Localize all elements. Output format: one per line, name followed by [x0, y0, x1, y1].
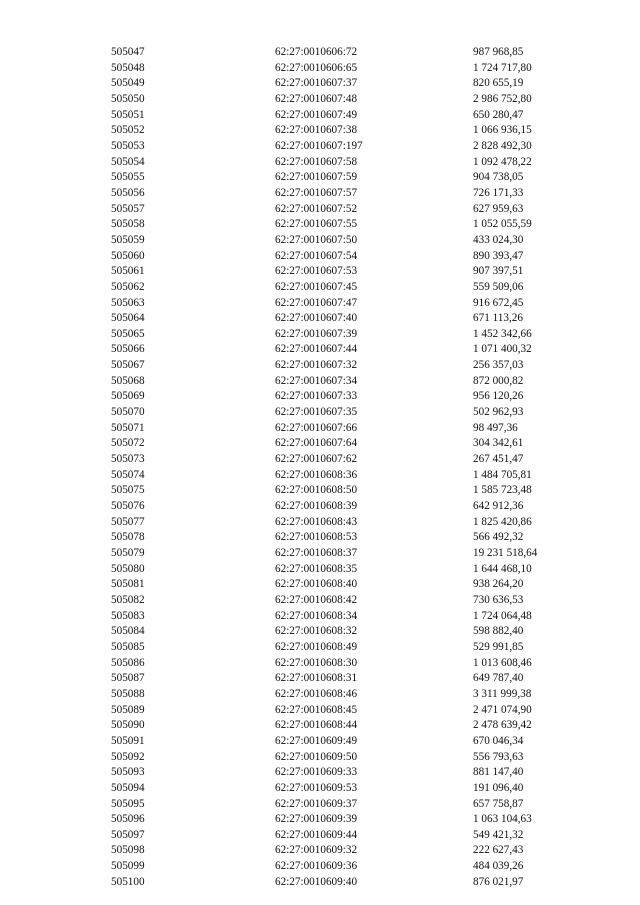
table-row: [111, 577, 571, 593]
table-row: [111, 342, 571, 358]
table-row: [111, 249, 571, 265]
cadastral-value: 3 311 999,38: [473, 687, 532, 700]
cadastral-number: 62:27:0010608:31: [275, 672, 358, 685]
cadastral-value: 881 147,40: [473, 766, 524, 779]
cadastral-number: 62:27:0010607:40: [275, 312, 358, 325]
row-number: 505056: [111, 186, 145, 199]
cadastral-value: 1 052 055,59: [473, 218, 532, 231]
table-row: [111, 327, 571, 343]
cadastral-value: 191 096,40: [473, 781, 524, 794]
cadastral-value: 559 509,06: [473, 280, 524, 293]
cadastral-number: 62:27:0010609:50: [275, 750, 358, 763]
table-row: [111, 624, 571, 640]
cadastral-value: 1 092 478,22: [473, 155, 532, 168]
row-number: 505063: [111, 296, 145, 309]
table-row: [111, 609, 571, 625]
table-row: [111, 687, 571, 703]
row-number: 505053: [111, 139, 145, 152]
cadastral-number: 62:27:0010609:36: [275, 860, 358, 873]
cadastral-value: 657 758,87: [473, 797, 524, 810]
cadastral-value: 1 724 064,48: [473, 609, 532, 622]
row-number: 505069: [111, 390, 145, 403]
cadastral-number: 62:27:0010608:32: [275, 625, 358, 638]
table-row: [111, 311, 571, 327]
table-row: [111, 483, 571, 499]
table-row: [111, 170, 571, 186]
row-number: 505075: [111, 484, 145, 497]
cadastral-number: 62:27:0010607:57: [275, 186, 358, 199]
table-row: [111, 812, 571, 828]
cadastral-value: 222 627,43: [473, 844, 524, 857]
cadastral-number: 62:27:0010608:37: [275, 547, 358, 559]
cadastral-value: 566 492,32: [473, 531, 524, 544]
row-number: 505060: [111, 249, 145, 262]
cadastral-number: 62:27:0010607:33: [275, 390, 358, 403]
cadastral-number: 62:27:0010609:39: [275, 813, 358, 826]
cadastral-value: 549 421,32: [473, 828, 524, 841]
table-row: [111, 61, 571, 77]
table-row: [111, 123, 571, 139]
table-row: [111, 797, 571, 813]
row-number: 505083: [111, 609, 145, 622]
row-number: 505081: [111, 578, 145, 591]
cadastral-number: 62:27:0010607:64: [275, 437, 358, 450]
cadastral-value: 1 013 608,46: [473, 656, 532, 669]
row-number: 505076: [111, 500, 145, 513]
row-number: 505091: [111, 734, 145, 747]
cadastral-number: 62:27:0010607:38: [275, 124, 358, 137]
table-row: [111, 264, 571, 280]
row-number: 505064: [111, 312, 145, 325]
table-row: [111, 186, 571, 202]
row-number: 505068: [111, 374, 145, 387]
cadastral-number: 62:27:0010608:44: [275, 719, 358, 732]
table-row: [111, 718, 571, 734]
table-row: [111, 233, 571, 249]
row-number: 505066: [111, 343, 145, 356]
cadastral-number: 62:27:0010608:43: [275, 515, 358, 528]
table-row: [111, 389, 571, 405]
cadastral-number: 62:27:0010607:53: [275, 265, 358, 278]
cadastral-value: 904 738,05: [473, 171, 524, 184]
cadastral-number: 62:27:0010607:32: [275, 359, 358, 372]
table-row: [111, 155, 571, 171]
cadastral-number: 62:27:0010607:59: [275, 171, 358, 184]
table-row: [111, 859, 571, 875]
table-row: [111, 671, 571, 687]
cadastral-value: 267 451,47: [473, 453, 524, 466]
table-row: [111, 436, 571, 452]
cadastral-value: 1 825 420,86: [473, 515, 532, 528]
cadastral-value: 820 655,19: [473, 77, 524, 90]
cadastral-number: 62:27:0010608:50: [275, 484, 358, 497]
table-row: [111, 734, 571, 750]
table-row: [111, 452, 571, 468]
cadastral-number: 62:27:0010609:44: [275, 828, 358, 841]
cadastral-number: 62:27:0010606:72: [275, 46, 358, 58]
cadastral-value: 938 264,20: [473, 578, 524, 591]
row-number: 505100: [111, 875, 145, 888]
row-number: 505085: [111, 640, 145, 653]
table-row: [111, 374, 571, 390]
cadastral-value: 1 452 342,66: [473, 327, 532, 340]
table-row: [111, 640, 571, 656]
cadastral-number: 62:27:0010607:52: [275, 202, 358, 215]
table-row: [111, 875, 571, 891]
cadastral-number: 62:27:0010609:53: [275, 781, 358, 794]
cadastral-value: 1 063 104,63: [473, 813, 532, 826]
cadastral-value: 502 962,93: [473, 406, 524, 419]
table-row: [111, 76, 571, 92]
cadastral-value: 1 724 717,80: [473, 61, 532, 74]
cadastral-value: 304 342,61: [473, 437, 524, 450]
cadastral-number: 62:27:0010608:30: [275, 656, 358, 669]
cadastral-number: 62:27:0010607:39: [275, 327, 358, 340]
row-number: 505067: [111, 359, 145, 372]
row-number: 505079: [111, 547, 145, 559]
table-row: [111, 108, 571, 124]
row-number: 505050: [111, 92, 145, 105]
cadastral-value: 642 912,36: [473, 500, 524, 513]
row-number: 505088: [111, 687, 145, 700]
cadastral-value: 529 991,85: [473, 640, 524, 653]
row-number: 505057: [111, 202, 145, 215]
cadastral-number: 62:27:0010607:37: [275, 77, 358, 90]
table-row: [111, 202, 571, 218]
cadastral-number: 62:27:0010608:35: [275, 562, 358, 575]
cadastral-number: 62:27:0010607:50: [275, 233, 358, 246]
row-number: 505073: [111, 453, 145, 466]
cadastral-value: 916 672,45: [473, 296, 524, 309]
row-number: 505052: [111, 124, 145, 137]
table-row: [111, 139, 571, 155]
cadastral-number: 62:27:0010607:48: [275, 92, 358, 105]
table-row: [111, 656, 571, 672]
row-number: 505098: [111, 844, 145, 857]
cadastral-number: 62:27:0010609:40: [275, 875, 358, 888]
row-number: 505086: [111, 656, 145, 669]
row-number: 505092: [111, 750, 145, 763]
table-row: [111, 593, 571, 609]
row-number: 505095: [111, 797, 145, 810]
cadastral-number: 62:27:0010607:58: [275, 155, 358, 168]
cadastral-number: 62:27:0010607:45: [275, 280, 358, 293]
cadastral-value: 726 171,33: [473, 186, 524, 199]
row-number: 505094: [111, 781, 145, 794]
row-number: 505087: [111, 672, 145, 685]
cadastral-number: 62:27:0010607:66: [275, 421, 358, 434]
row-number: 505071: [111, 421, 145, 434]
cadastral-value: 627 959,63: [473, 202, 524, 215]
cadastral-value: 1 484 705,81: [473, 468, 532, 481]
cadastral-value: 1 585 723,48: [473, 484, 532, 497]
row-number: 505054: [111, 155, 145, 168]
cadastral-number: 62:27:0010609:37: [275, 797, 358, 810]
cadastral-value: 484 039,26: [473, 860, 524, 873]
table-row: [111, 217, 571, 233]
cadastral-value: 670 046,34: [473, 734, 524, 747]
row-number: 505051: [111, 108, 145, 121]
cadastral-value: 1 644 468,10: [473, 562, 532, 575]
cadastral-value: 598 882,40: [473, 625, 524, 638]
row-number: 505058: [111, 218, 145, 231]
cadastral-value: 987 968,85: [473, 46, 524, 58]
cadastral-value: 876 021,97: [473, 875, 524, 888]
cadastral-value: 98 497,36: [473, 421, 518, 434]
table-row: [111, 515, 571, 531]
table-row: [111, 765, 571, 781]
table-row: [111, 45, 571, 61]
cadastral-number: 62:27:0010607:197: [275, 139, 363, 152]
cadastral-value: 256 357,03: [473, 359, 524, 372]
table-row: [111, 405, 571, 421]
cadastral-number: 62:27:0010609:32: [275, 844, 358, 857]
row-number: 505096: [111, 813, 145, 826]
cadastral-number: 62:27:0010608:39: [275, 500, 358, 513]
cadastral-number: 62:27:0010607:62: [275, 453, 358, 466]
cadastral-value: 650 280,47: [473, 108, 524, 121]
table-row: [111, 703, 571, 719]
cadastral-number: 62:27:0010608:42: [275, 593, 358, 606]
cadastral-value: 671 113,26: [473, 312, 523, 325]
row-number: 505090: [111, 719, 145, 732]
cadastral-value: 890 393,47: [473, 249, 524, 262]
cadastral-value-table: [111, 45, 571, 890]
cadastral-number: 62:27:0010607:34: [275, 374, 358, 387]
cadastral-value: 730 636,53: [473, 593, 524, 606]
cadastral-number: 62:27:0010608:40: [275, 578, 358, 591]
row-number: 505059: [111, 233, 145, 246]
cadastral-value: 433 024,30: [473, 233, 524, 246]
row-number: 505099: [111, 860, 145, 873]
table-row: [111, 296, 571, 312]
table-row: [111, 546, 571, 562]
row-number: 505082: [111, 593, 145, 606]
cadastral-number: 62:27:0010608:45: [275, 703, 358, 716]
row-number: 505077: [111, 515, 145, 528]
cadastral-value: 649 787,40: [473, 672, 524, 685]
row-number: 505047: [111, 46, 145, 58]
cadastral-number: 62:27:0010607:44: [275, 343, 358, 356]
cadastral-value: 872 000,82: [473, 374, 524, 387]
table-row: [111, 358, 571, 374]
cadastral-number: 62:27:0010607:35: [275, 406, 358, 419]
cadastral-number: 62:27:0010608:34: [275, 609, 358, 622]
table-row: [111, 781, 571, 797]
cadastral-value: 556 793,63: [473, 750, 524, 763]
row-number: 505061: [111, 265, 145, 278]
row-number: 505070: [111, 406, 145, 419]
cadastral-number: 62:27:0010608:53: [275, 531, 358, 544]
row-number: 505072: [111, 437, 145, 450]
cadastral-value: 2 986 752,80: [473, 92, 532, 105]
cadastral-value: 907 397,51: [473, 265, 524, 278]
row-number: 505048: [111, 61, 145, 74]
cadastral-value: 956 120,26: [473, 390, 524, 403]
cadastral-value: 19 231 518,64: [473, 547, 538, 559]
row-number: 505080: [111, 562, 145, 575]
table-row: [111, 750, 571, 766]
row-number: 505049: [111, 77, 145, 90]
row-number: 505078: [111, 531, 145, 544]
row-number: 505065: [111, 327, 145, 340]
cadastral-number: 62:27:0010609:33: [275, 766, 358, 779]
row-number: 505062: [111, 280, 145, 293]
table-row: [111, 530, 571, 546]
cadastral-number: 62:27:0010609:49: [275, 734, 358, 747]
cadastral-value: 1 071 400,32: [473, 343, 532, 356]
cadastral-value: 2 828 492,30: [473, 139, 532, 152]
row-number: 505055: [111, 171, 145, 184]
cadastral-number: 62:27:0010607:55: [275, 218, 358, 231]
cadastral-value: 2 478 639,42: [473, 719, 532, 732]
row-number: 505093: [111, 766, 145, 779]
table-row: [111, 843, 571, 859]
cadastral-number: 62:27:0010607:49: [275, 108, 358, 121]
row-number: 505089: [111, 703, 145, 716]
table-row: [111, 92, 571, 108]
cadastral-number: 62:27:0010607:54: [275, 249, 358, 262]
table-row: [111, 468, 571, 484]
row-number: 505084: [111, 625, 145, 638]
cadastral-value: 2 471 074,90: [473, 703, 532, 716]
cadastral-value: 1 066 936,15: [473, 124, 532, 137]
table-row: [111, 562, 571, 578]
cadastral-number: 62:27:0010607:47: [275, 296, 358, 309]
table-row: [111, 828, 571, 844]
row-number: 505074: [111, 468, 145, 481]
cadastral-number: 62:27:0010608:49: [275, 640, 358, 653]
cadastral-number: 62:27:0010606:65: [275, 61, 358, 74]
cadastral-number: 62:27:0010608:46: [275, 687, 358, 700]
table-row: [111, 499, 571, 515]
cadastral-number: 62:27:0010608:36: [275, 468, 358, 481]
table-row: [111, 421, 571, 437]
row-number: 505097: [111, 828, 145, 841]
table-row: [111, 280, 571, 296]
